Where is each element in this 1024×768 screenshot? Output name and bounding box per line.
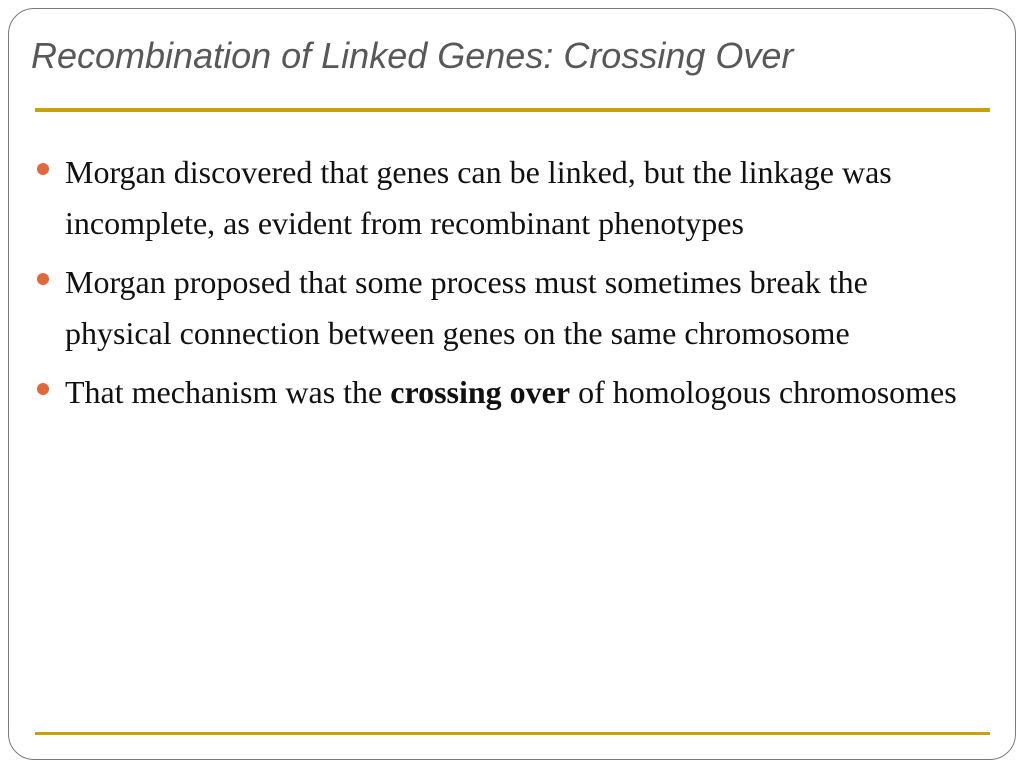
footer-divider	[35, 732, 990, 735]
bullet-item	[65, 367, 965, 418]
bullet-list	[65, 147, 965, 426]
bullet-dot-icon	[37, 273, 49, 285]
bullet-text-suffix: of homologous chromosomes	[570, 374, 957, 410]
bullet-dot-icon	[37, 383, 49, 395]
bullet-text: Morgan discovered that genes can be linked, but the linkage was incomplete, as evident from recombinant phenotypes	[65, 154, 892, 241]
slide-title: Recombination of Linked Genes: Crossing Over	[31, 35, 794, 76]
bullet-item	[65, 147, 965, 249]
slide	[8, 8, 1016, 760]
bullet-text-prefix: That mechanism was the	[65, 374, 391, 410]
bullet-item	[65, 257, 965, 359]
bullet-emphasis: crossing over	[390, 374, 571, 410]
bullet-text: Morgan proposed that some process must sometimes break the physical connection between genes on the same chromosome	[65, 264, 868, 351]
bullet-dot-icon	[37, 163, 49, 175]
title-divider	[35, 108, 990, 112]
